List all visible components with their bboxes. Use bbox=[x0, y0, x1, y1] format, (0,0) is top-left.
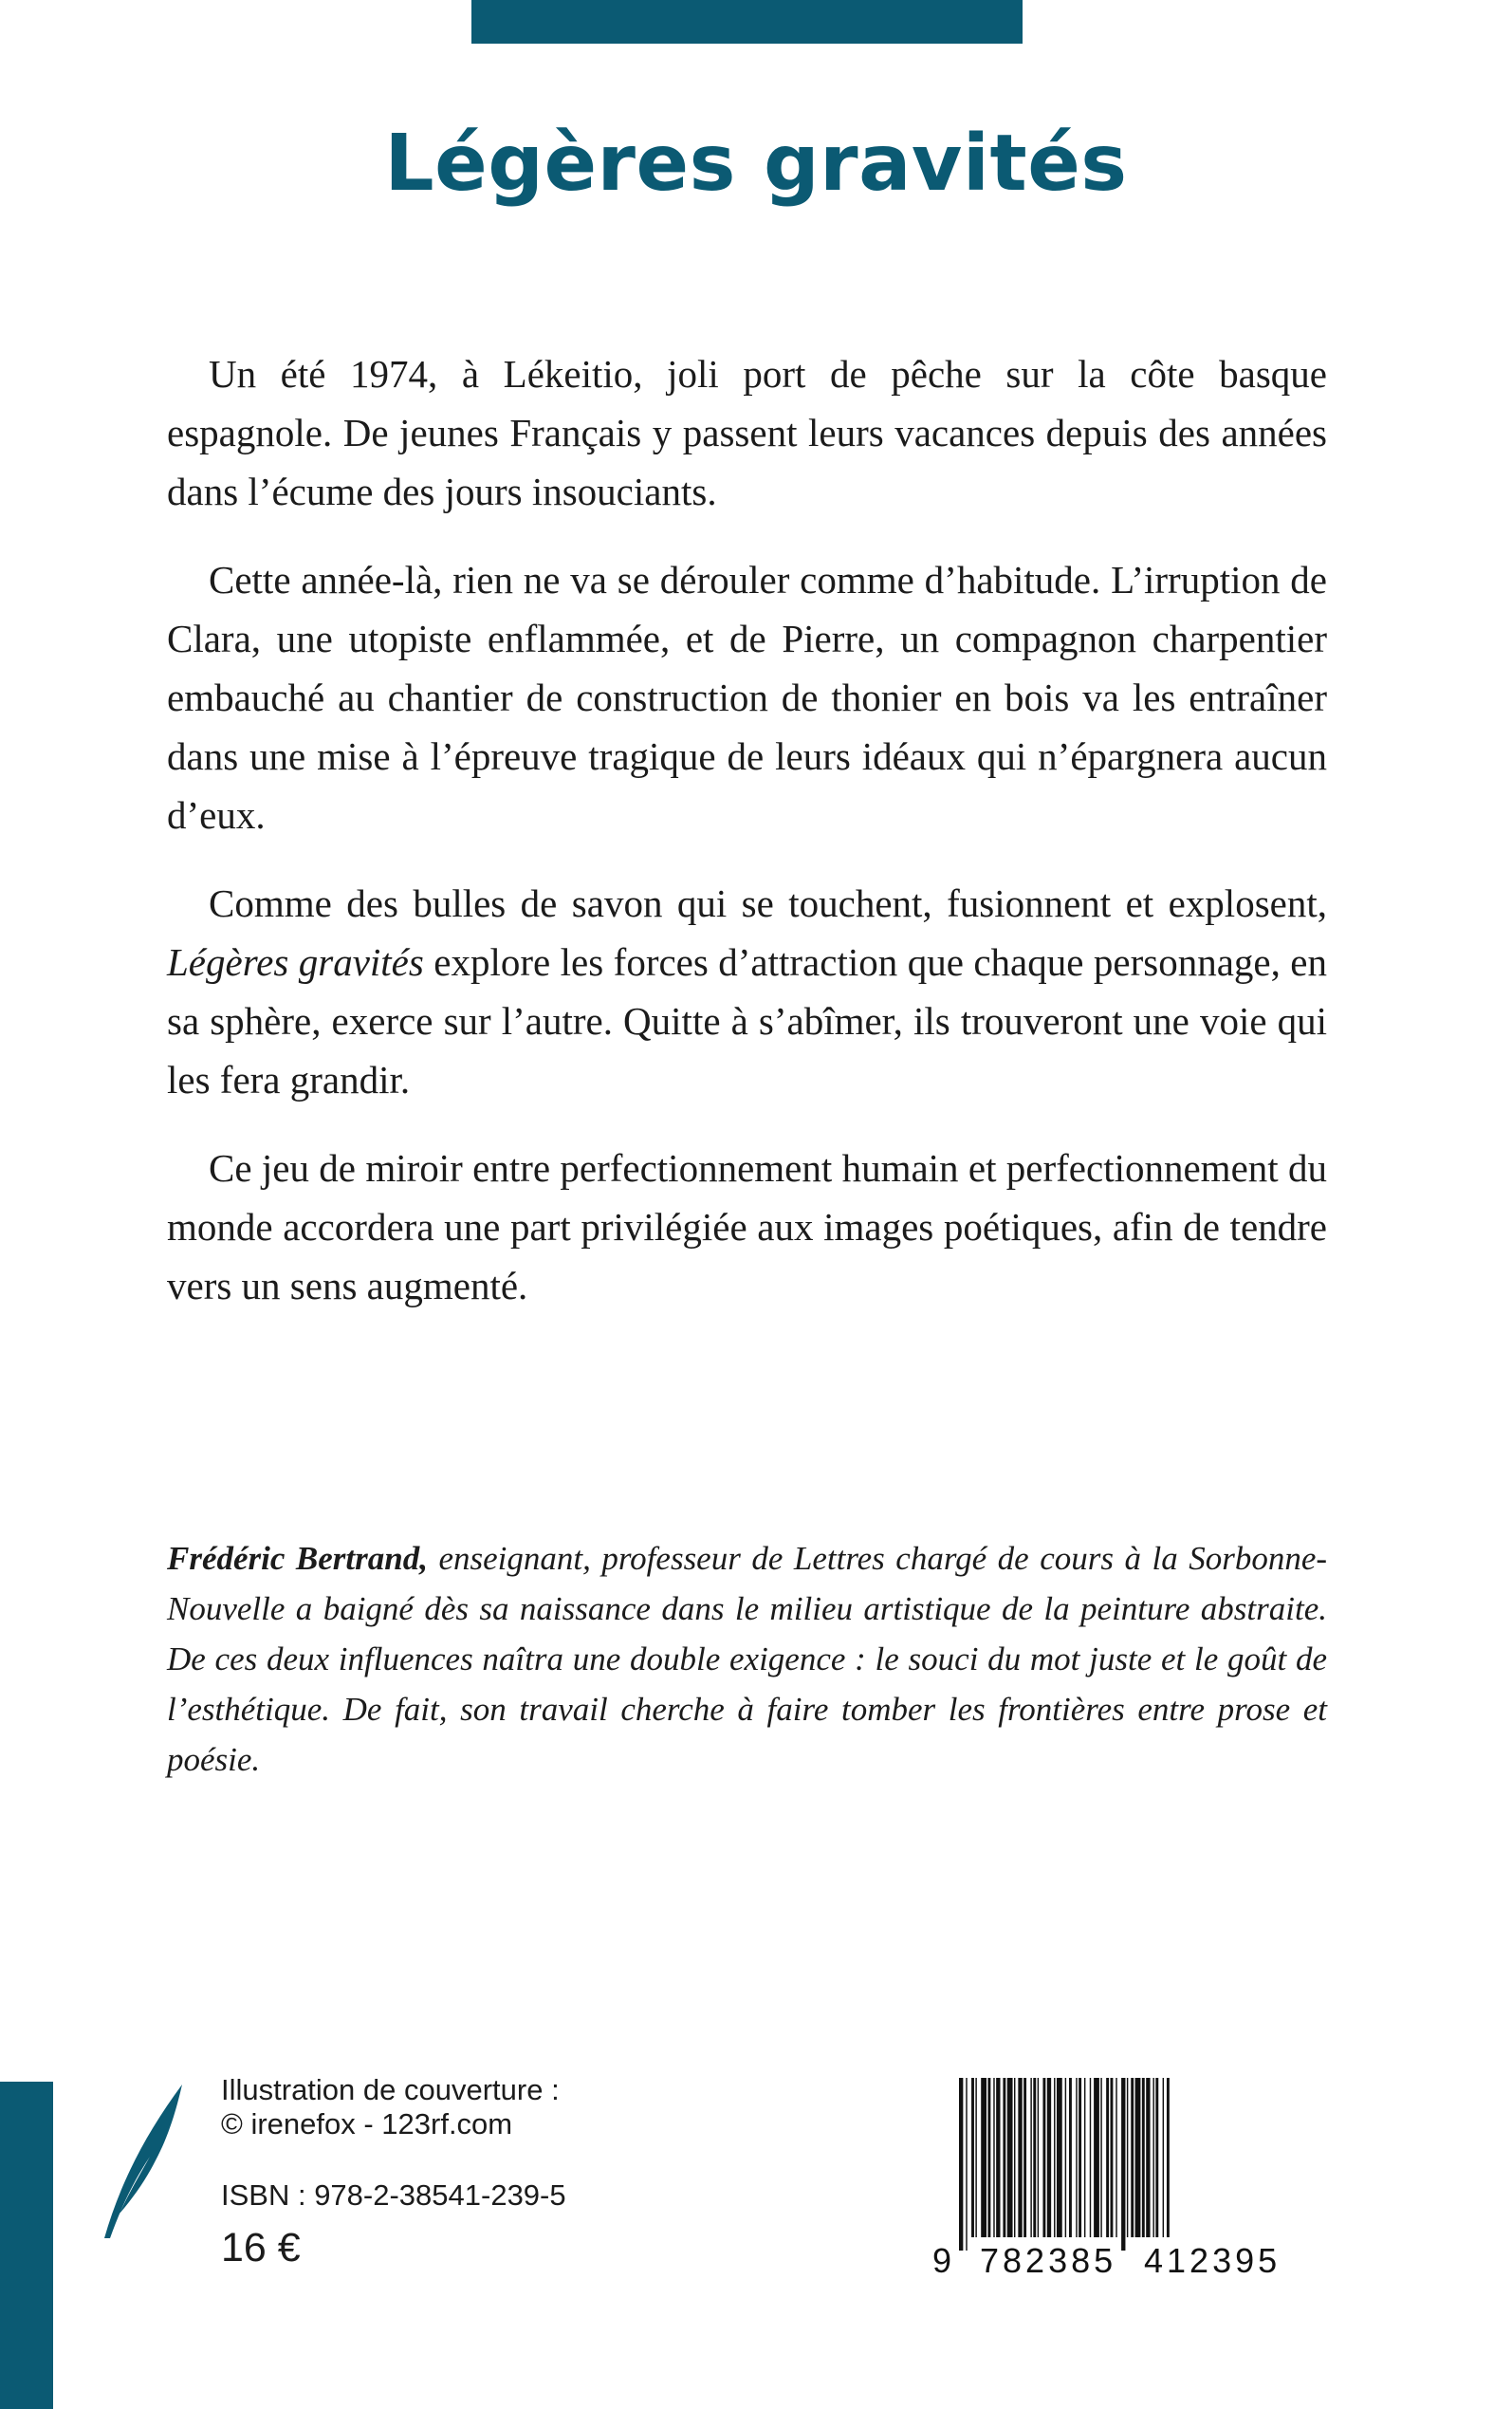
barcode-bar bbox=[1030, 2078, 1031, 2237]
synopsis-paragraph: Un été 1974, à Lékeitio, joli port de pêche sur la côte basque espagnole. De jeunes Français y passent leurs vacances depuis des années dans l’écume des jours insouciants. bbox=[167, 352, 1327, 513]
synopsis-paragraph bbox=[167, 874, 1327, 1109]
barcode-group-left: 782385 bbox=[980, 2241, 1117, 2280]
barcode-bar bbox=[1018, 2078, 1022, 2237]
author-bio-text: enseignant, professeur de Lettres chargé de cours à la Sorbonne-Nouvelle a baigné dès sa naissance dans le milieu artistique de la peinture abstraite. De ces deux influences naîtra une double exigence : le souci du mot juste et le goût de l’esthétique. De fait, son travail cherche à faire tomber les frontières entre prose et poésie. bbox=[167, 1540, 1328, 1778]
barcode-bar bbox=[1065, 2078, 1066, 2237]
barcode-bar bbox=[1127, 2078, 1128, 2237]
cover-credits bbox=[221, 2073, 560, 2141]
credits-line: © irenefox - 123rf.com bbox=[221, 2107, 513, 2140]
barcode-bar bbox=[1163, 2078, 1164, 2237]
synopsis-text: Comme des bulles de savon qui se touchent, fusionnent et explosent, bbox=[209, 881, 1327, 925]
synopsis-text: explore les forces d’attraction que chaque personnage, en sa sphère, exerce sur l’autre. Quitte à s’abîmer, ils trouveront une voie qui les fera grandir. bbox=[167, 940, 1327, 1102]
barcode-bar bbox=[1003, 2078, 1005, 2237]
barcode-bar bbox=[1084, 2078, 1085, 2237]
barcode-first-digit: 9 bbox=[932, 2241, 952, 2280]
barcode-bar bbox=[1014, 2078, 1015, 2237]
barcode-bar bbox=[1033, 2078, 1036, 2237]
barcode-bar bbox=[993, 2078, 994, 2237]
barcode-bar bbox=[1090, 2078, 1091, 2237]
barcode-bar bbox=[981, 2078, 986, 2237]
top-accent-bar bbox=[471, 0, 1023, 44]
barcode-bar bbox=[971, 2078, 974, 2237]
barcode-bar bbox=[1076, 2078, 1077, 2237]
barcode-bar bbox=[959, 2078, 963, 2251]
feather-icon bbox=[101, 2081, 186, 2242]
barcode-bar bbox=[1121, 2078, 1125, 2251]
barcode-bar bbox=[996, 2078, 1000, 2237]
barcode-bar bbox=[1079, 2078, 1081, 2237]
book-title: Légères gravités bbox=[384, 119, 1128, 209]
barcode-bar bbox=[1069, 2078, 1072, 2237]
credits-line: Illustration de couverture : bbox=[221, 2073, 560, 2106]
barcode bbox=[931, 2076, 1310, 2280]
book-title-italic: Légères gravités bbox=[167, 940, 424, 984]
barcode-bar bbox=[1106, 2078, 1109, 2237]
synopsis bbox=[167, 344, 1327, 1344]
barcode-bar bbox=[1167, 2078, 1170, 2237]
synopsis-paragraph: Ce jeu de miroir entre perfectionnement humain et perfectionnement du monde accordera une part privilégiée aux images poétiques, afin de tendre vers un sens augmenté. bbox=[167, 1146, 1327, 1307]
barcode-bar bbox=[1131, 2078, 1134, 2237]
barcode-bar bbox=[1146, 2078, 1150, 2237]
barcode-bar bbox=[1152, 2078, 1153, 2237]
barcode-bar bbox=[1111, 2078, 1114, 2237]
barcode-bar bbox=[975, 2078, 976, 2237]
barcode-bar bbox=[1135, 2078, 1141, 2237]
barcode-bar bbox=[1155, 2078, 1158, 2237]
barcode-bar bbox=[1038, 2078, 1039, 2237]
author-bio bbox=[167, 1533, 1327, 1785]
barcode-bar bbox=[1047, 2078, 1051, 2237]
synopsis-paragraph: Cette année-là, rien ne va se dérouler comme d’habitude. L’irruption de Clara, une utopiste enflammée, et de Pierre, un compagnon charpentier embauché au chantier de construction de thonier en bois va les entraîner dans une mise à l’épreuve tragique de leurs idéaux qui n’épargnera aucun d’eux. bbox=[167, 558, 1327, 837]
barcode-bars bbox=[959, 2078, 1170, 2251]
price: 16 € bbox=[221, 2225, 301, 2270]
barcode-group-right: 412395 bbox=[1144, 2241, 1282, 2280]
isbn: ISBN : 978-2-38541-239-5 bbox=[221, 2178, 566, 2212]
barcode-bar bbox=[1142, 2078, 1145, 2237]
barcode-bar bbox=[1007, 2078, 1013, 2237]
barcode-bar bbox=[1042, 2078, 1045, 2237]
barcode-bar bbox=[1100, 2078, 1101, 2237]
barcode-bar bbox=[987, 2078, 990, 2237]
barcode-bar bbox=[1094, 2078, 1099, 2237]
author-name: Frédéric Bertrand, bbox=[167, 1540, 428, 1577]
barcode-bar bbox=[966, 2078, 967, 2251]
barcode-bar bbox=[1054, 2078, 1055, 2237]
barcode-bar bbox=[1023, 2078, 1026, 2237]
bottom-left-accent-bar bbox=[0, 2082, 53, 2409]
barcode-bar bbox=[1057, 2078, 1062, 2237]
